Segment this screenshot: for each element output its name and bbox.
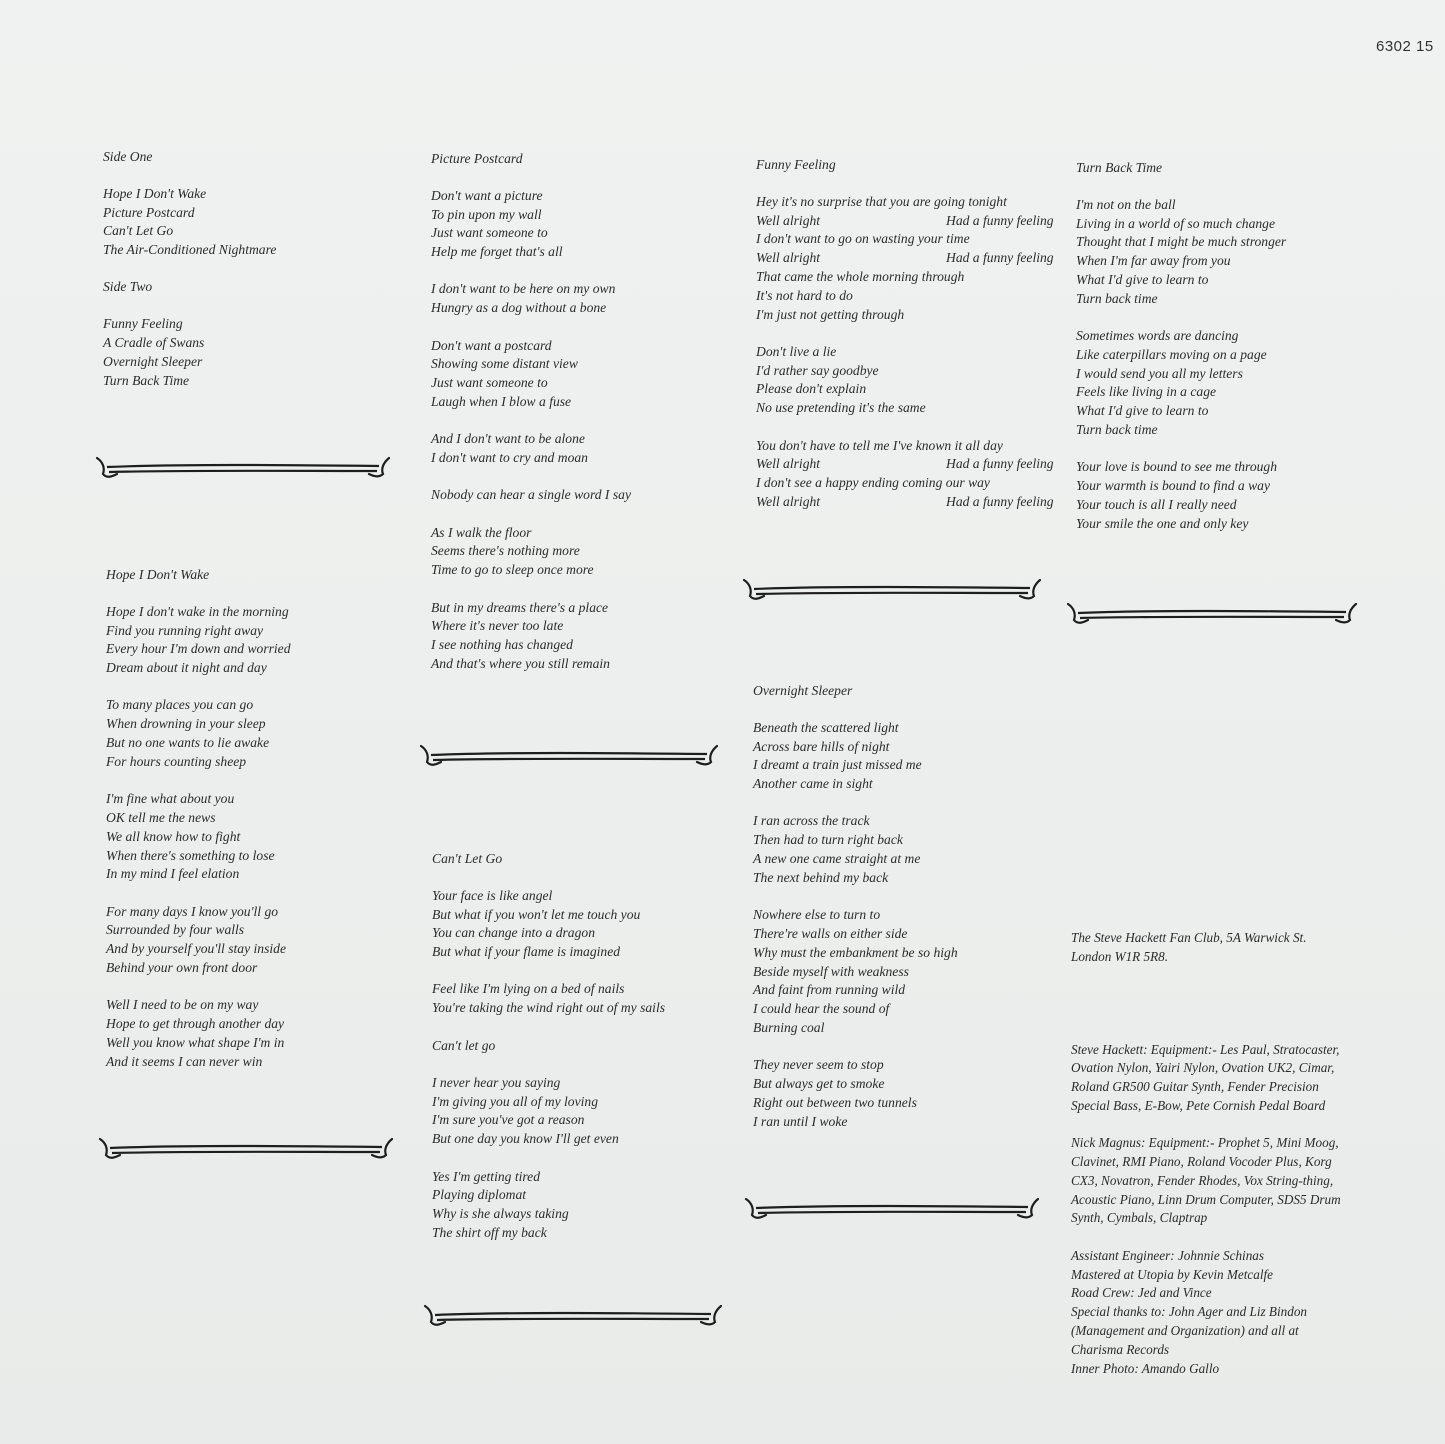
lyric-line: Find you running right away — [106, 622, 264, 638]
stanza — [431, 187, 631, 262]
lyric-line: The next behind my back — [753, 869, 889, 885]
lyric-refrain: Had a funny feeling — [946, 250, 1054, 266]
stanza — [756, 437, 1076, 512]
stanza — [432, 1037, 665, 1056]
track-title: Funny Feeling — [103, 316, 183, 332]
credit-line: Special Bass, E-Bow, Pete Cornish Pedal Board — [1071, 1097, 1326, 1113]
lyric-line: Sometimes words are dancing — [1076, 328, 1239, 344]
lyric-line: Behind your own front door — [106, 960, 258, 976]
catalog-number: 6302 15 — [1376, 38, 1434, 55]
lyric-line: When I'm far away from you — [1076, 253, 1231, 269]
credit-line: The Steve Hackett Fan Club, 5A Warwick St. — [1071, 930, 1307, 945]
credit-line: Special thanks to: John Ager and Liz Bindon — [1071, 1304, 1308, 1320]
stanza — [432, 1074, 665, 1149]
credit-line: Roland GR500 Guitar Synth, Fender Precision — [1071, 1079, 1319, 1095]
steve-hackett-equipment — [1071, 1041, 1341, 1116]
lyric-line: Your warmth is bound to find a way — [1076, 478, 1270, 494]
lyric-line: I'm fine what about you — [106, 791, 235, 807]
lyric-line — [756, 399, 1076, 418]
credit-line: Steve Hackett: Equipment:- Les Paul, Stratocaster, — [1071, 1041, 1340, 1057]
stanza — [432, 980, 665, 1018]
lyric-line: Nowhere else to turn to — [753, 907, 881, 923]
stanza — [106, 996, 291, 1071]
lyric-left: Well alright — [756, 212, 821, 228]
lyric-line: Don't want a postcard — [431, 337, 552, 353]
decorative-divider — [96, 1133, 396, 1165]
lyric-line: Yes I'm getting tired — [432, 1168, 541, 1184]
lyric-left: You don't have to tell me I've known it all day — [756, 437, 1003, 453]
lyric-line — [756, 287, 1076, 306]
stanza — [431, 486, 631, 505]
lyric-line: And it seems I can never win — [106, 1053, 263, 1069]
stanza — [106, 603, 291, 678]
fan-club-address — [1071, 929, 1341, 967]
staff-credits — [1071, 1247, 1341, 1379]
song-title: Hope I Don't Wake — [106, 567, 210, 582]
lyric-line: When drowning in your sleep — [106, 716, 266, 732]
lyric-line: I'm giving you all of my loving — [432, 1093, 598, 1109]
song-overnight-sleeper — [753, 682, 958, 1150]
lyric-line: As I walk the floor — [431, 524, 532, 540]
song-title: Turn Back Time — [1076, 160, 1163, 175]
track-title: A Cradle of Swans — [103, 335, 205, 351]
decorative-divider — [417, 740, 721, 772]
lyric-line: Why is she always taking — [432, 1206, 569, 1222]
lyric-line: Surrounded by four walls — [106, 922, 245, 938]
lyric-line: I don't want to be here on my own — [431, 281, 616, 297]
credit-line: Clavinet, RMI Piano, Roland Vocoder Plus, Korg — [1071, 1154, 1332, 1170]
lyric-line: Why must the embankment be so high — [753, 944, 958, 960]
lyric-line: Time to go to sleep once more — [431, 562, 594, 578]
nick-magnus-equipment — [1071, 1134, 1341, 1228]
lyric-line: To many places you can go — [106, 697, 254, 713]
lyric-refrain: Had a funny feeling — [946, 456, 1054, 472]
lyric-line: Your smile the one and only key — [1076, 515, 1249, 531]
stanza — [753, 719, 958, 794]
lyric-line: I don't want to cry and moan — [431, 450, 588, 466]
lyric-left: Well alright — [756, 456, 821, 472]
lyric-line: Thought that I might be much stronger — [1076, 234, 1287, 250]
lyric-line: I'm sure you've got a reason — [432, 1112, 585, 1128]
lyric-line — [756, 437, 1076, 456]
lyric-line: But what if your flame is imagined — [432, 944, 621, 960]
lyric-line: Well I need to be on my way — [106, 997, 259, 1013]
credit-line: Charisma Records — [1071, 1341, 1170, 1357]
credit-line: Inner Photo: Amando Gallo — [1071, 1360, 1220, 1376]
lyric-line: They never seem to stop — [753, 1057, 884, 1073]
lyric-left: Hey it's no surprise that you are going tonight — [756, 193, 1007, 209]
lyric-line: Your face is like angel — [432, 887, 553, 903]
lyric-line: In my mind I feel elation — [106, 866, 240, 882]
lyric-line: Playing diplomat — [432, 1187, 527, 1203]
lyric-line: Just want someone to — [431, 375, 548, 391]
lyric-line: Your touch is all I really need — [1076, 496, 1237, 512]
lyric-line: I never hear you saying — [432, 1074, 561, 1090]
credit-line: Nick Magnus: Equipment:- Prophet 5, Mini Moog, — [1071, 1135, 1339, 1151]
lyric-line: But in my dreams there's a place — [431, 599, 609, 615]
lyric-line: There're walls on either side — [753, 925, 908, 941]
lyric-line — [756, 249, 1076, 268]
lyric-line: Beneath the scattered light — [753, 719, 899, 735]
lyric-line: We all know how to fight — [106, 828, 241, 844]
stanza — [1076, 196, 1286, 309]
lyric-line: You can change into a dragon — [432, 925, 595, 941]
song-cant-let-go — [432, 850, 665, 1261]
lyric-line: For hours counting sheep — [106, 753, 247, 769]
lyric-line: Burning coal — [753, 1019, 825, 1035]
stanza — [753, 1056, 958, 1131]
stanza — [431, 430, 631, 468]
lyric-refrain: Had a funny feeling — [946, 212, 1054, 228]
lyric-line: Where it's never too late — [431, 618, 564, 634]
lyric-line: The shirt off my back — [432, 1224, 547, 1240]
song-title: Can't Let Go — [432, 851, 503, 866]
lyric-line: Well you know what shape I'm in — [106, 1034, 285, 1050]
lyric-line: Can't let go — [432, 1037, 496, 1053]
lyric-line: What I'd give to learn to — [1076, 271, 1209, 287]
lyric-line: Feels like living in a cage — [1076, 384, 1217, 400]
lyric-line: Hope I don't wake in the morning — [106, 603, 289, 619]
credit-line: Ovation Nylon, Yairi Nylon, Ovation UK2, Cimar, — [1071, 1060, 1335, 1076]
song-title: Picture Postcard — [431, 151, 523, 166]
lyric-line: Dream about it night and day — [106, 660, 267, 676]
lyric-line — [756, 362, 1076, 381]
stanza — [432, 1168, 665, 1243]
lyric-line: Then had to turn right back — [753, 832, 903, 848]
credit-line: CX3, Novatron, Fender Rhodes, Vox String-thing, — [1071, 1172, 1334, 1188]
decorative-divider — [93, 452, 393, 484]
lyric-line: You're taking the wind right out of my sails — [432, 1000, 666, 1016]
credit-line: Assistant Engineer: Johnnie Schinas — [1071, 1247, 1265, 1263]
stanza — [106, 790, 291, 884]
stanza — [753, 906, 958, 1038]
lyric-left: Please don't explain — [756, 381, 867, 397]
lyric-line: But what if you won't let me touch you — [432, 906, 641, 922]
side-two-tracks — [103, 315, 276, 390]
stanza — [1076, 458, 1286, 533]
lyric-line: And that's where you still remain — [431, 655, 610, 671]
song-picture-postcard — [431, 150, 631, 692]
track-title: The Air-Conditioned Nightmare — [103, 242, 277, 258]
stanza — [753, 812, 958, 887]
stanza — [431, 280, 631, 318]
lyric-left: I'd rather say goodbye — [756, 362, 879, 378]
lyric-left: I don't see a happy ending coming our way — [756, 475, 990, 491]
track-listing — [103, 148, 276, 409]
lyric-line: When there's something to lose — [106, 847, 275, 863]
credits — [1071, 929, 1341, 1397]
lyric-line: To pin upon my wall — [431, 206, 542, 222]
decorative-divider — [740, 574, 1044, 606]
song-hope-i-dont-wake — [106, 566, 291, 1090]
lyric-line: Seems there's nothing more — [431, 543, 580, 559]
lyric-line: Just want someone to — [431, 225, 548, 241]
track-title: Can't Let Go — [103, 223, 174, 239]
lyric-line: Turn back time — [1076, 422, 1158, 438]
side-one-tracks — [103, 185, 276, 260]
track-title: Turn Back Time — [103, 372, 190, 388]
track-title: Hope I Don't Wake — [103, 185, 207, 201]
lyric-left: Well alright — [756, 493, 821, 509]
lyric-line — [756, 455, 1076, 474]
side-two-heading: Side Two — [103, 279, 153, 295]
lyric-line: I'm not on the ball — [1076, 196, 1176, 212]
credit-line: (Management and Organization) and all at — [1071, 1322, 1299, 1338]
lyric-line: Another came in sight — [753, 776, 873, 792]
lyric-line: I could hear the sound of — [753, 1001, 890, 1017]
lyric-left: I'm just not getting through — [756, 306, 905, 322]
decorative-divider — [742, 1193, 1042, 1225]
lyric-refrain: Had a funny feeling — [946, 493, 1054, 509]
track-title: Overnight Sleeper — [103, 353, 203, 369]
lyric-line: And faint from running wild — [753, 982, 906, 998]
lyric-line: Help me forget that's all — [431, 244, 563, 260]
credit-line: Mastered at Utopia by Kevin Metcalfe — [1071, 1266, 1274, 1282]
lyric-line: Nobody can hear a single word I say — [431, 487, 631, 503]
lyric-line: Don't want a picture — [431, 187, 543, 203]
lyric-line — [756, 493, 1076, 512]
credit-line: London W1R 5R8. — [1071, 948, 1169, 964]
lyric-line: OK tell me the news — [106, 809, 216, 825]
stanza — [431, 599, 631, 674]
credit-line: Road Crew: Jed and Vince — [1071, 1285, 1212, 1301]
lyric-line — [756, 268, 1076, 287]
decorative-divider — [1064, 598, 1360, 630]
lyric-line: And I don't want to be alone — [431, 431, 585, 447]
song-title: Funny Feeling — [756, 157, 836, 172]
lyric-line: Laugh when I blow a fuse — [431, 393, 572, 409]
lyric-left: No use pretending it's the same — [756, 400, 926, 416]
song-title: Overnight Sleeper — [753, 683, 853, 698]
lyric-line: I ran across the track — [753, 813, 870, 829]
lyric-line: Beside myself with weakness — [753, 963, 909, 979]
stanza — [106, 903, 291, 978]
stanza — [431, 337, 631, 412]
lyric-line: And by yourself you'll stay inside — [106, 941, 286, 957]
stanza — [1076, 327, 1286, 440]
lyric-line: Hope to get through another day — [106, 1016, 285, 1032]
lyric-line: Feel like I'm lying on a bed of nails — [432, 981, 625, 997]
song-turn-back-time — [1076, 159, 1286, 552]
stanza — [432, 887, 665, 962]
lyric-line — [756, 212, 1076, 231]
song-funny-feeling — [756, 156, 1076, 530]
lyric-line — [756, 230, 1076, 249]
lyric-line: But one day you know I'll get even — [432, 1131, 619, 1147]
lyric-line — [756, 380, 1076, 399]
lyric-line: What I'd give to learn to — [1076, 403, 1209, 419]
credit-line: Acoustic Piano, Linn Drum Computer, SDS5 Drum — [1071, 1191, 1341, 1207]
lyric-line: Hungry as a dog without a bone — [431, 300, 607, 316]
lyric-line: I see nothing has changed — [431, 637, 573, 653]
lyric-line: Like caterpillars moving on a page — [1076, 346, 1267, 362]
lyric-line — [756, 306, 1076, 325]
lyric-line: Your love is bound to see me through — [1076, 459, 1278, 475]
lyric-line: A new one came straight at me — [753, 851, 921, 867]
lyric-line: Turn back time — [1076, 290, 1158, 306]
side-one-heading: Side One — [103, 149, 153, 164]
lyric-line: Living in a world of so much change — [1076, 215, 1275, 231]
lyric-left: Don't live a lie — [756, 343, 837, 359]
stanza — [756, 193, 1076, 325]
lyric-line: But always get to smoke — [753, 1076, 885, 1092]
lyric-line: I would send you all my letters — [1076, 365, 1243, 381]
lyric-line: Across bare hills of night — [753, 738, 890, 754]
lyric-line: Every hour I'm down and worried — [106, 641, 291, 657]
stanza — [106, 696, 291, 771]
lyric-line: I dreamt a train just missed me — [753, 757, 922, 773]
lyric-line — [756, 193, 1076, 212]
stanza — [756, 343, 1076, 418]
lyric-line: But no one wants to lie awake — [106, 735, 270, 751]
lyric-line: For many days I know you'll go — [106, 903, 279, 919]
lyric-line: Showing some distant view — [431, 356, 578, 372]
lyric-line: I ran until I woke — [753, 1113, 848, 1129]
decorative-divider — [421, 1300, 725, 1332]
track-title: Picture Postcard — [103, 204, 195, 220]
lyric-line: Right out between two tunnels — [753, 1094, 917, 1110]
lyric-line — [756, 474, 1076, 493]
stanza — [431, 524, 631, 580]
lyric-left: I don't want to go on wasting your time — [756, 231, 970, 247]
credit-line: Synth, Cymbals, Claptrap — [1071, 1210, 1208, 1226]
lyric-left: That came the whole morning through — [756, 268, 965, 284]
lyric-left: Well alright — [756, 250, 821, 266]
lyric-line — [756, 343, 1076, 362]
lyric-left: It's not hard to do — [756, 287, 853, 303]
